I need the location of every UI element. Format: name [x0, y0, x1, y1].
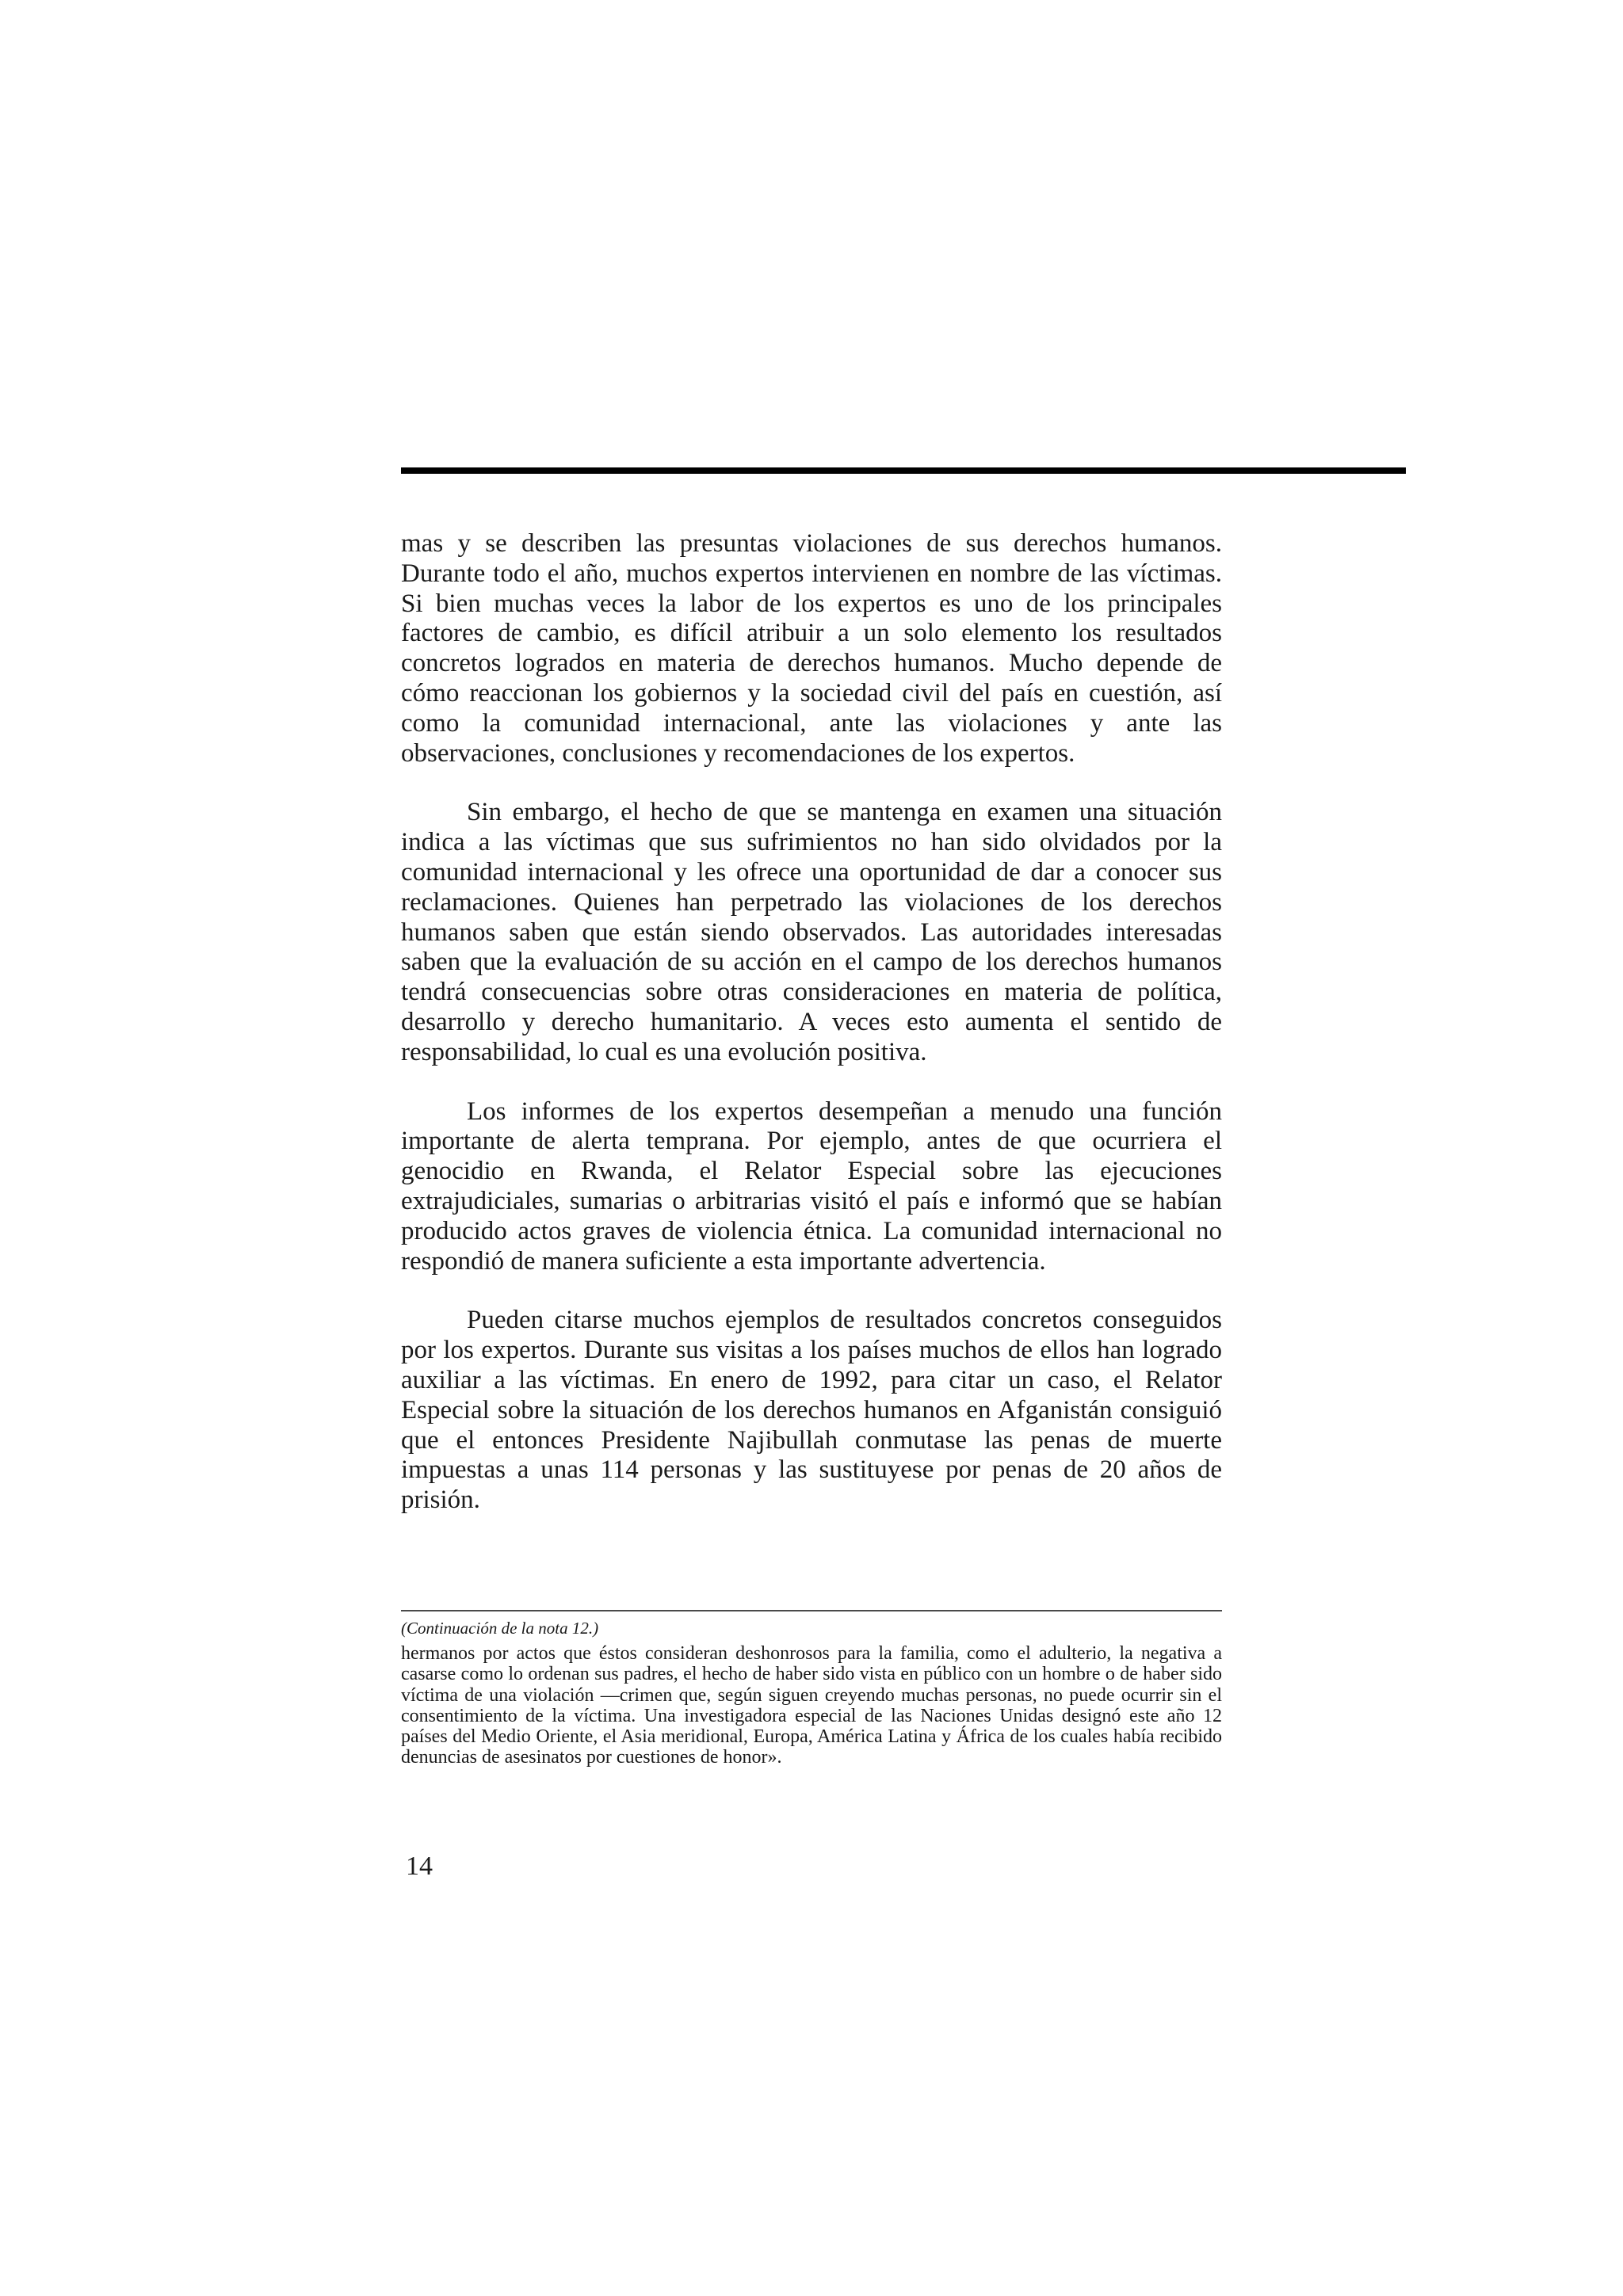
- footnote-rule: [401, 1610, 1222, 1611]
- paragraph-2: Sin embargo, el hecho de que se mantenga en examen una situación indica a las víctimas que sus sufrimientos no han sido olvidados por la comunidad internacional y les ofrece una oportunidad de dar a conocer sus reclamaciones. Quienes han perpetrado las violaciones de los derechos humanos saben que están siendo observados. Las autoridades interesadas saben que la evaluación de su acción en el campo de los derechos humanos tendrá consecuencias sobre otras consideraciones en materia de política, desarrollo y derecho humanitario. A veces esto aumenta el sentido de responsabilidad, lo cual es una evolución positiva.: [401, 798, 1222, 1066]
- footnote: [401, 1616, 1222, 1768]
- footnote-text: hermanos por actos que éstos consideran deshonrosos para la familia, como el adulterio, la negativa a casarse como lo ordenan sus padres, el hecho de haber sido vista en público con un hombre o de haber sido víctima de una violación —crimen que, según siguen creyendo muchas personas, no puede ocurrir sin el consentimiento de la víctima. Una investigadora especial de las Naciones Unidas designó este año 12 países del Medio Oriente, el Asia meridional, Europa, América Latina y África de los cuales había recibido denuncias de asesinatos por cuestiones de honor».: [401, 1643, 1222, 1768]
- header-rule: [401, 467, 1406, 474]
- body-text: [401, 529, 1222, 1516]
- paragraph-3: Los informes de los expertos desempeñan a menudo una función importante de alerta temprana. Por ejemplo, antes de que ocurriera el genocidio en Rwanda, el Relator Especial sobre las ejecuciones extrajudiciales, sumarias o arbitrarias visitó el país e informó que se habían producido actos graves de violencia étnica. La comunidad internacional no respondió de manera suficiente a esta importante advertencia.: [401, 1097, 1222, 1276]
- page-number: 14: [406, 1852, 433, 1881]
- paragraph-1: mas y se describen las presuntas violaciones de sus derechos humanos. Durante todo el año, muchos expertos intervienen en nombre de las víctimas. Si bien muchas veces la labor de los expertos es uno de los principales factores de cambio, es difícil atribuir a un solo elemento los resultados concretos logrados en materia de derechos humanos. Mucho depende de cómo reaccionan los gobiernos y la sociedad civil del país en cuestión, así como la comunidad internacional, ante las violaciones y ante las observaciones, conclusiones y recomendaciones de los expertos.: [401, 529, 1222, 768]
- paragraph-4: Pueden citarse muchos ejemplos de resultados concretos conseguidos por los expertos. Durante sus visitas a los países muchos de ellos han logrado auxiliar a las víctimas. En enero de 1992, para citar un caso, el Relator Especial sobre la situación de los derechos humanos en Afganistán consiguió que el entonces Presidente Najibullah conmutase las penas de muerte impuestas a unas 114 personas y las sustituyese por penas de 20 años de prisión.: [401, 1306, 1222, 1515]
- footnote-continuation-label: (Continuación de la nota 12.): [401, 1619, 599, 1638]
